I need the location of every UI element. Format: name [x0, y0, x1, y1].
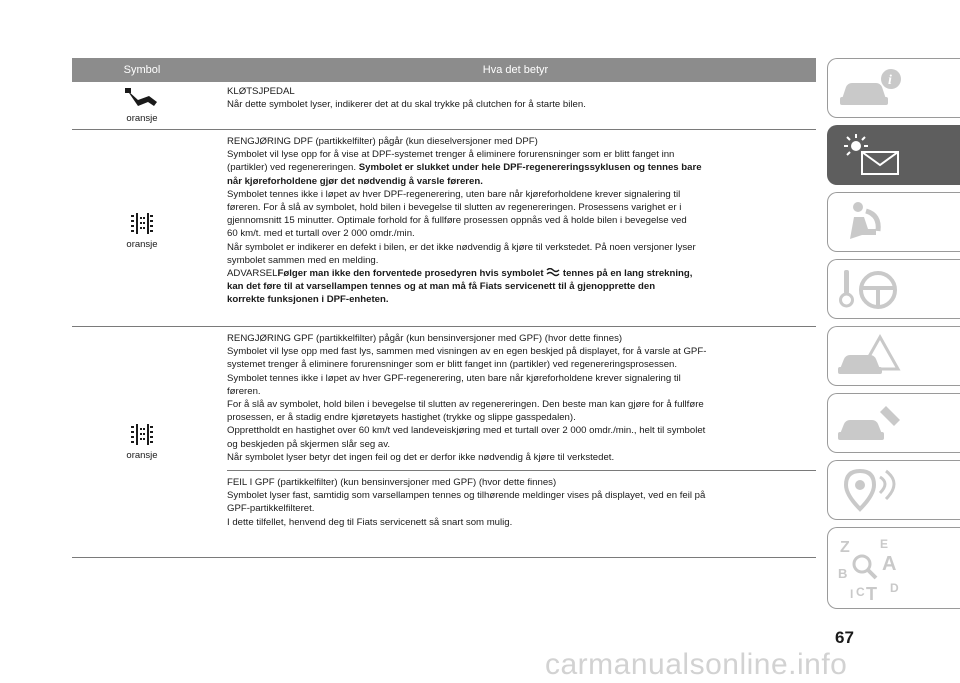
- warning-lights-table: [72, 58, 816, 558]
- section-title: KLØTSJPEDAL: [227, 86, 295, 97]
- svg-text:T: T: [866, 584, 877, 604]
- body-text: Opprettholdt en hastighet over 60 km/t ved landeveiskjøring med et turtall over 2 000 omdr./min., helt til symbolet: [227, 425, 706, 437]
- section-title: RENGJØRING DPF (partikkelfilter) pågår (kun dieselversjoner med DPF): [227, 136, 538, 147]
- symbol-color-label: oransje: [126, 113, 158, 124]
- gpf-fault-block: [227, 470, 816, 529]
- tab-index[interactable]: [827, 527, 960, 609]
- tab-car-info[interactable]: [827, 58, 960, 118]
- tab-multimedia[interactable]: [827, 460, 960, 520]
- header-symbol: Symbol: [123, 64, 161, 76]
- body-text: prosessen, er å stadig endre kjøretøyets hastighet (trykke og slippe gasspedalen).: [227, 412, 576, 424]
- body-text: 60 km/t. med et turtall over 2 000 omdr./min.: [227, 228, 415, 240]
- body-text: (partikler) ved regenereringen. Symbolet er slukket under hele DPF-regenereringssyklusen og tennes bare: [227, 162, 702, 174]
- car-info-icon: [836, 65, 906, 111]
- clutch-pedal-icon: [124, 87, 160, 109]
- symbol-cell: [72, 327, 212, 557]
- table-row: [72, 130, 816, 327]
- body-text-bold: når kjøreforholdene gjør det nødvendig å varsle føreren.: [227, 175, 483, 187]
- svg-text:D: D: [890, 581, 899, 595]
- body-text: Når dette symbolet lyser, indikerer det at du skal trykke på clutchen for å starte bilen.: [227, 99, 586, 111]
- warning-lights-message-icon: [836, 132, 906, 178]
- tab-maintenance[interactable]: [827, 393, 960, 453]
- body-text: Symbolet vil lyse opp for å vise at DPF-systemet trenger å eliminere forurensninger som er blitt fanget inn: [227, 149, 675, 161]
- car-maintenance-icon: [836, 400, 906, 446]
- page-number: 67: [835, 628, 854, 647]
- body-text-bold: korrekte funksjonen i DPF-enheten.: [227, 294, 389, 306]
- svg-text:B: B: [838, 566, 848, 581]
- watermark: carmanualsonline.info: [545, 648, 848, 681]
- svg-text:A: A: [882, 553, 897, 575]
- body-text: Symbolet vil lyse opp med fast lys, sammen med visningen av en egen beskjed på displayet, for å varsle at GPF-: [227, 346, 707, 358]
- body-text: GPF-partikkelfilteret.: [227, 503, 315, 515]
- gpf-cleaning-block: [227, 332, 816, 464]
- symbol-cell: [72, 82, 212, 129]
- tab-emergency[interactable]: [827, 326, 960, 386]
- symbol-color-label: oransje: [126, 238, 158, 250]
- body-text-bold: kan det føre til at varsellampen tennes og at man må få Fiats servicenett til å gjenopprette den: [227, 281, 656, 293]
- body-text: systemet trenger å eliminere forurensninger som er blitt fanget inn (partikler) ved regenereringsprosessen.: [227, 359, 678, 371]
- table-row: [72, 82, 816, 130]
- table-row: [72, 327, 816, 558]
- alphabetical-index-icon: [836, 534, 916, 604]
- body-text: Når symbolet er indikerer en defekt i bilen, er det ikke nødvendig å kjøre til verkstedet. På noen versjoner lyser: [227, 241, 696, 253]
- body-text: og beskjeden på skjermen slår seg av.: [227, 438, 391, 450]
- dpf-filter-icon: [130, 213, 154, 235]
- table-header: [72, 58, 816, 82]
- body-text: Symbolet tennes ikke i løpet av hver DPF-regenerering, uten bare når kjøreforholdene krever signalering til: [227, 188, 681, 200]
- meaning-cell: [227, 327, 816, 557]
- svg-text:C: C: [856, 585, 865, 599]
- svg-text:E: E: [880, 537, 889, 551]
- header-meaning: Hva det betyr: [482, 64, 549, 76]
- tab-warning-lights[interactable]: [827, 125, 960, 185]
- body-text: Symbolet lyser fast, samtidig som varsellampen tennes og tilhørende meldinger vises på displayet, ved en feil på: [227, 490, 706, 502]
- multimedia-icon: [836, 467, 906, 513]
- symbol-color-label: oransje: [126, 449, 158, 461]
- body-text: Når symbolet lyser betyr det ingen feil og det er derfor ikke nødvendig å kjøre til verkstedet.: [227, 451, 615, 463]
- body-text: symbolet sammen med en melding.: [227, 254, 379, 266]
- tab-starting-driving[interactable]: [827, 259, 960, 319]
- section-title: RENGJØRING GPF (partikkelfilter) pågår (kun bensinversjoner med GPF) (hvor dette finnes): [227, 333, 623, 344]
- warning-text: ADVARSELFølger man ikke den forventede prosedyren hvis symbolet tennes på en lang strekning,: [227, 268, 693, 280]
- body-text: For å slå av symbolet, hold bilen i bevegelse til slutten av regenereringen. Den beste man kan gjøre for å fullføre: [227, 399, 704, 411]
- seat-safety-icon: [836, 199, 906, 245]
- car-breakdown-icon: [836, 333, 906, 379]
- body-text: føreren.: [227, 385, 261, 397]
- body-text: føreren. For å slå av symbolet, hold bilen i bevegelse til slutten av regenereringen. Prosessens varighet er i: [227, 202, 682, 214]
- tab-safety[interactable]: [827, 192, 960, 252]
- key-steering-wheel-icon: [836, 266, 906, 312]
- warning-label: ADVARSEL: [227, 268, 278, 280]
- body-text: I dette tilfellet, henvend deg til Fiats servicenett så snart som mulig.: [227, 516, 513, 528]
- dpf-small-icon: [546, 268, 560, 277]
- symbol-cell: [72, 130, 212, 326]
- svg-text:Z: Z: [840, 539, 850, 556]
- svg-text:i: i: [888, 73, 892, 88]
- body-text: gjennomsnitt 15 minutter. Optimale forhold for å fullføre prosessen oppnås ved å holde bilen i bevegelse ved: [227, 215, 687, 227]
- section-title: FEIL I GPF (partikkelfilter) (kun bensinversjoner med GPF) (hvor dette finnes): [227, 477, 557, 489]
- gpf-filter-icon: [130, 424, 154, 446]
- meaning-cell: [227, 130, 816, 326]
- svg-text:I: I: [850, 587, 854, 601]
- body-text: Symbolet tennes ikke i løpet av hver GPF-regenerering, uten bare når kjøreforholdene krever signalering til: [227, 372, 681, 384]
- meaning-cell: [227, 82, 816, 129]
